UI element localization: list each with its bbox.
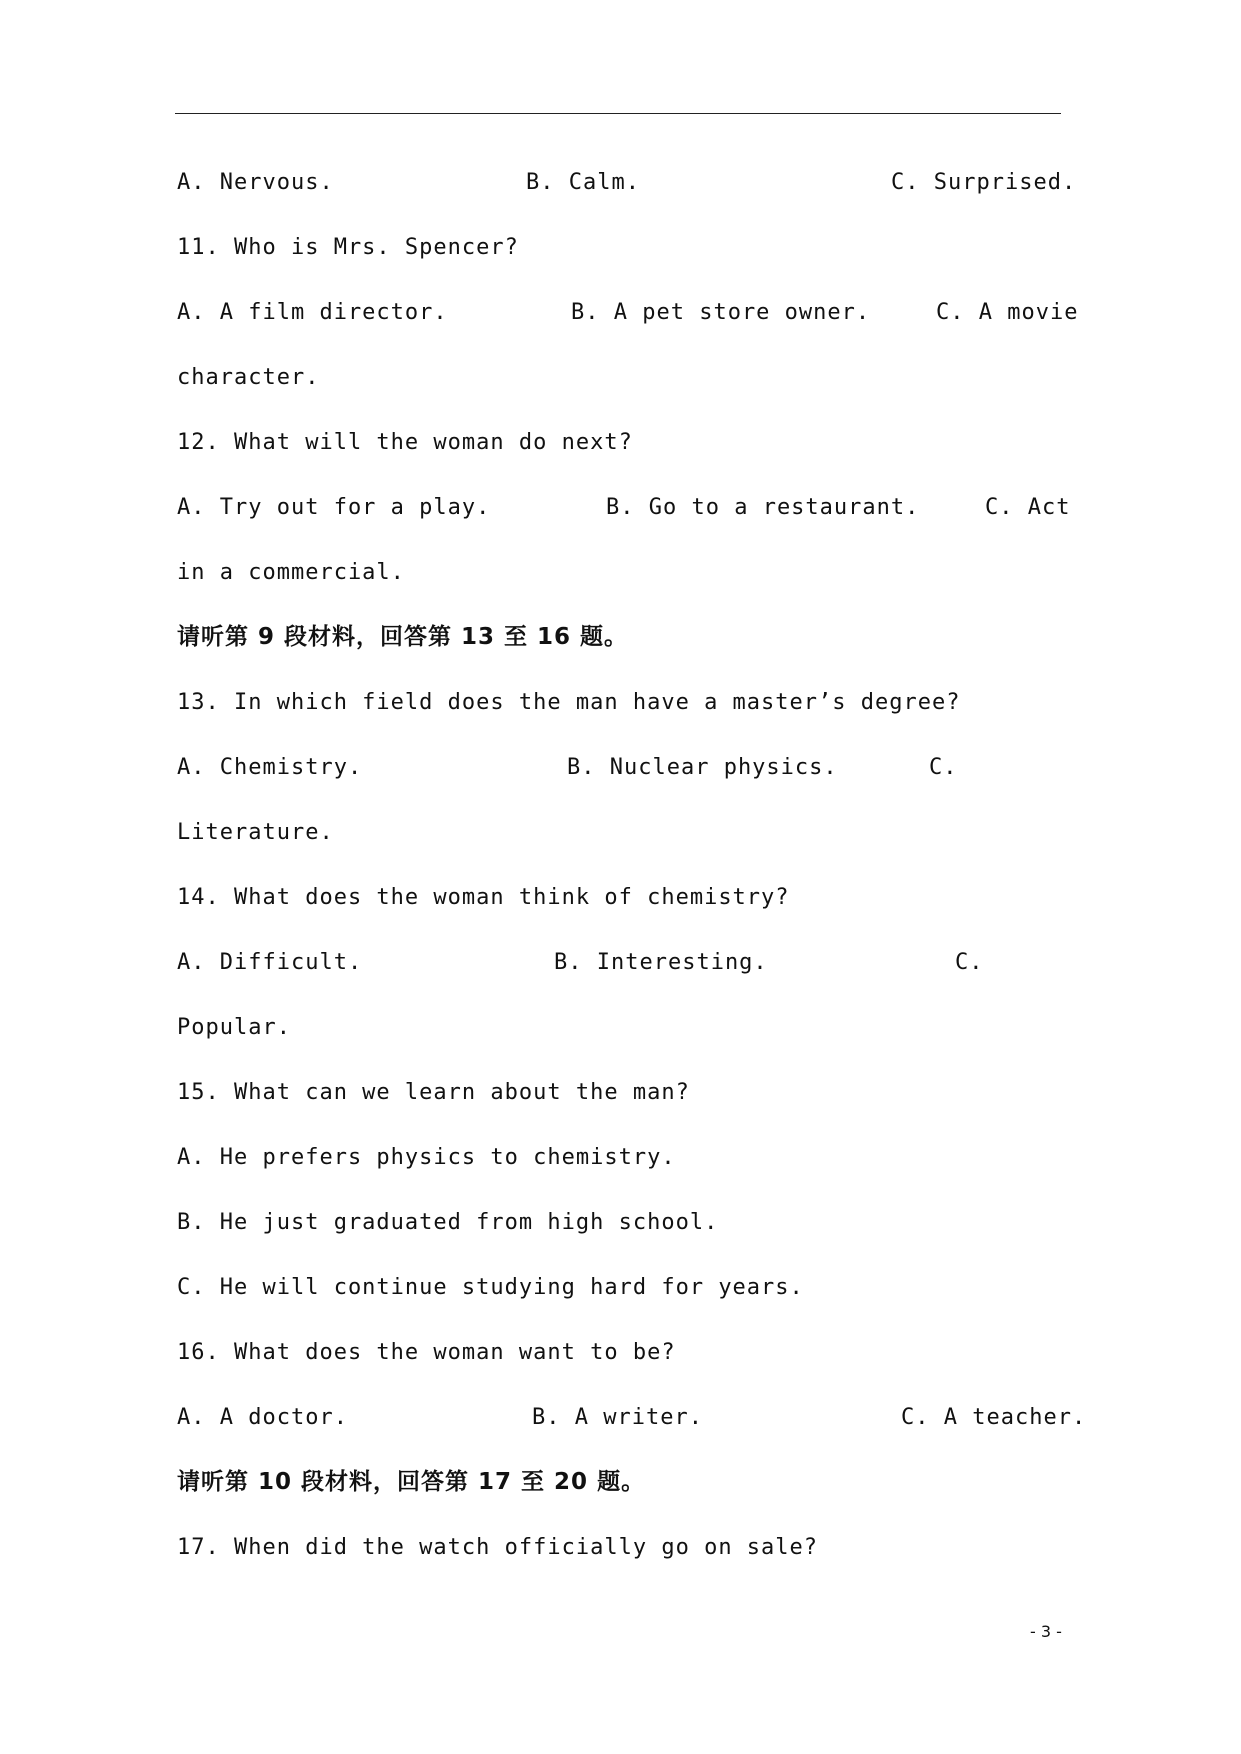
page-number: - 3 - (1030, 1622, 1062, 1641)
q14-option-c-continued: Popular. (177, 1015, 291, 1040)
q10-option-c: C. Surprised. (891, 170, 1077, 195)
q16-question: 16. What does the woman want to be? (177, 1340, 676, 1365)
q13-question: 13. In which field does the man have a master’s degree? (177, 690, 961, 715)
q14-options (177, 946, 1067, 980)
q13-option-c: C. (929, 755, 958, 780)
q10-option-b: B. Calm. (526, 170, 640, 195)
q13-option-b: B. Nuclear physics. (567, 755, 838, 780)
q16-option-a: A. A doctor. (177, 1405, 348, 1430)
q14-question: 14. What does the woman think of chemistry? (177, 885, 790, 910)
q11-option-c: C. A movie (936, 300, 1079, 325)
q15-option-c: C. He will continue studying hard for years. (177, 1275, 804, 1300)
q14-option-c: C. (955, 950, 984, 975)
q11-option-b: B. A pet store owner. (571, 300, 871, 325)
q13-option-a: A. Chemistry. (177, 755, 363, 780)
q16-option-b: B. A writer. (532, 1405, 703, 1430)
q12-option-b: B. Go to a restaurant. (606, 495, 920, 520)
q10-options (177, 166, 1077, 200)
q16-option-c: C. A teacher. (901, 1405, 1087, 1430)
q13-option-c-continued: Literature. (177, 820, 334, 845)
q12-question: 12. What will the woman do next? (177, 430, 633, 455)
q13-options (177, 751, 1067, 785)
q15-option-a: A. He prefers physics to chemistry. (177, 1145, 676, 1170)
header-rule (175, 113, 1061, 114)
q11-option-a: A. A film director. (177, 300, 448, 325)
q17-question: 17. When did the watch officially go on sale? (177, 1535, 819, 1560)
q10-option-a: A. Nervous. (177, 170, 334, 195)
q12-option-c: C. Act (985, 495, 1071, 520)
q12-options (177, 491, 1071, 525)
q12-option-c-continued: in a commercial. (177, 560, 405, 585)
q11-option-c-continued: character. (177, 365, 320, 390)
section-heading-10: 请听第 10 段材料，回答第 17 至 20 题。 (177, 1469, 646, 1495)
q12-option-a: A. Try out for a play. (177, 495, 491, 520)
q14-option-b: B. Interesting. (554, 950, 768, 975)
q11-options (177, 296, 1079, 330)
q11-question: 11. Who is Mrs. Spencer? (177, 235, 519, 260)
q16-options (177, 1401, 1087, 1435)
q14-option-a: A. Difficult. (177, 950, 363, 975)
q15-option-b: B. He just graduated from high school. (177, 1210, 719, 1235)
q15-question: 15. What can we learn about the man? (177, 1080, 690, 1105)
section-heading-9: 请听第 9 段材料，回答第 13 至 16 题。 (177, 624, 629, 650)
